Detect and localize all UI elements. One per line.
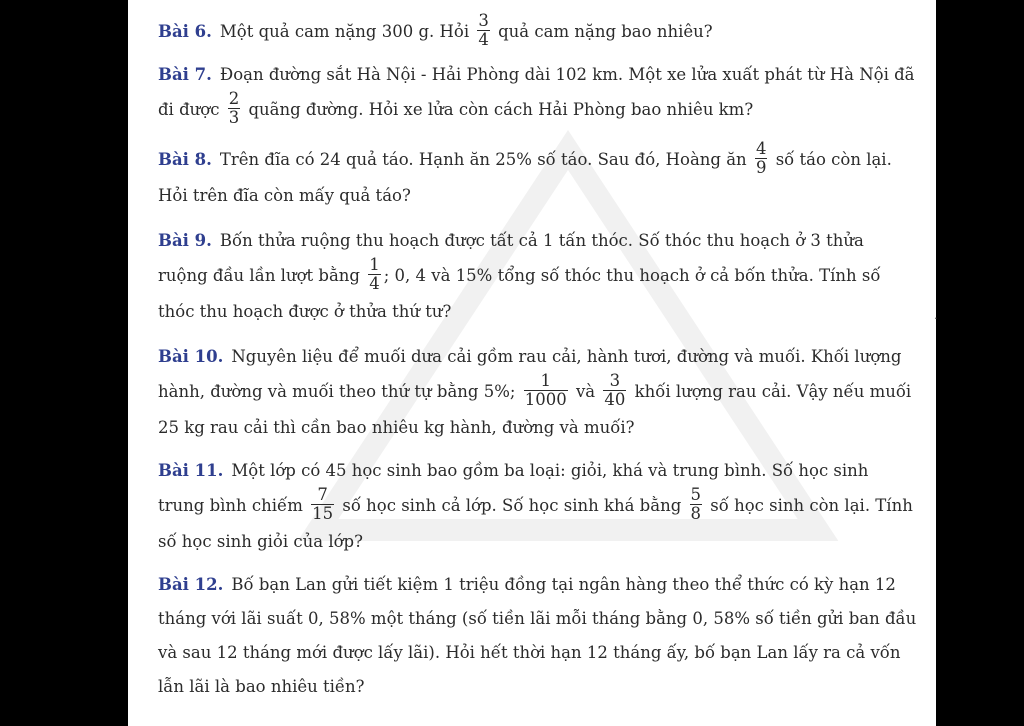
- fraction-denominator: 4: [369, 274, 380, 294]
- problem-10: [158, 340, 918, 445]
- problem-text: Bốn thửa ruộng thu hoạch được tất cả 1 tấn thóc. Số thóc thu hoạch ở 3 thửa ruộng đầu lần lượt bằng: [158, 231, 864, 286]
- problem-text: số táo còn lại. Hỏi trên đĩa còn mấy quả táo?: [158, 150, 892, 206]
- fraction-numerator: 7: [311, 486, 334, 505]
- fraction-denominator: 9: [755, 158, 767, 178]
- fraction-denominator: 8: [690, 504, 702, 524]
- problem-9: [158, 224, 918, 329]
- problem-text: và: [575, 382, 596, 402]
- problem-label: Bài 11.: [158, 461, 224, 480]
- fraction: [477, 12, 490, 49]
- problem-label: Bài 7.: [158, 65, 212, 84]
- fraction: [311, 486, 334, 523]
- problem-12: [158, 568, 918, 704]
- fraction-numerator: 2: [228, 89, 240, 108]
- problem-label: Bài 6.: [158, 22, 212, 42]
- problem-11: [158, 454, 918, 559]
- fraction: [368, 256, 381, 293]
- problem-text: quãng đường. Hỏi xe lửa còn cách Hải Phòng bao nhiêu km?: [248, 100, 754, 120]
- fraction-numerator: 3: [478, 11, 489, 30]
- problem-text: ; 0, 4 và 15% tổng số thóc thu hoạch ở cả bốn thửa. Tính số thóc thu hoạch được ở thửa thứ tư?: [158, 266, 881, 322]
- fraction: [603, 372, 626, 409]
- problem-label: Bài 8.: [158, 150, 212, 170]
- problem-text: Trên đĩa có 24 quả táo. Hạnh ăn 25% số táo. Sau đó, Hoàng ăn: [219, 150, 747, 170]
- problem-text: Một quả cam nặng 300 g. Hỏi: [219, 22, 470, 42]
- document-page: [128, 0, 936, 726]
- problem-text: Đoạn đường sắt Hà Nội - Hải Phòng dài 102 km. Một xe lửa xuất phát từ Hà Nội đã đi được: [158, 65, 915, 120]
- problem-8: [158, 139, 918, 213]
- fraction-numerator: 5: [690, 485, 702, 504]
- fraction: [524, 372, 568, 409]
- fraction-denominator: 40: [604, 390, 626, 410]
- fraction-denominator: 1000: [524, 390, 567, 410]
- problem-text: Bố bạn Lan gửi tiết kiệm 1 triệu đồng tại ngân hàng theo thể thức có kỳ hạn 12 tháng với lãi suất 0, 58% một tháng (số tiền lãi mỗi tháng bằng 0, 58% số tiền gửi ban đầu và sau 12 tháng mới được lấy lãi). Hỏi hết thời hạn 12 tháng ấy, bố bạn Lan lấy ra cả vốn lẫn lãi là bao nhiêu tiền?: [158, 575, 917, 696]
- problem-label: Bài 12.: [158, 575, 224, 594]
- problem-text: quả cam nặng bao nhiêu?: [498, 22, 713, 42]
- page-edge-mark: ·: [934, 312, 938, 325]
- problem-text: Nguyên liệu để muối dưa cải gồm rau cải, hành tươi, đường và muối. Khối lượng hành, đường và muối theo thứ tự bằng 5%;: [158, 347, 902, 402]
- problem-7: [158, 58, 918, 129]
- fraction: [755, 140, 768, 177]
- problem-label: Bài 10.: [158, 347, 224, 366]
- problem-text: Một lớp có 45 học sinh bao gồm ba loại: giỏi, khá và trung bình. Số học sinh trung bình chiếm: [158, 461, 869, 516]
- fraction-numerator: 1: [369, 255, 380, 274]
- problem-text: số học sinh cả lớp. Số học sinh khá bằng: [342, 496, 682, 516]
- problem-label: Bài 9.: [158, 231, 212, 250]
- fraction-denominator: 15: [312, 504, 334, 524]
- fraction-numerator: 3: [603, 372, 626, 391]
- problem-6: [158, 11, 918, 51]
- fraction: [690, 486, 703, 523]
- problem-text: số học sinh còn lại. Tính số học sinh giỏi của lớp?: [158, 496, 913, 552]
- fraction-numerator: 1: [524, 372, 568, 391]
- fraction-denominator: 4: [478, 30, 489, 50]
- fraction: [228, 90, 241, 127]
- fraction-numerator: 4: [755, 139, 767, 158]
- problem-text: khối lượng rau cải. Vậy nếu muối 25 kg rau cải thì cần bao nhiêu kg hành, đường và muối?: [158, 382, 912, 438]
- fraction-denominator: 3: [228, 108, 240, 128]
